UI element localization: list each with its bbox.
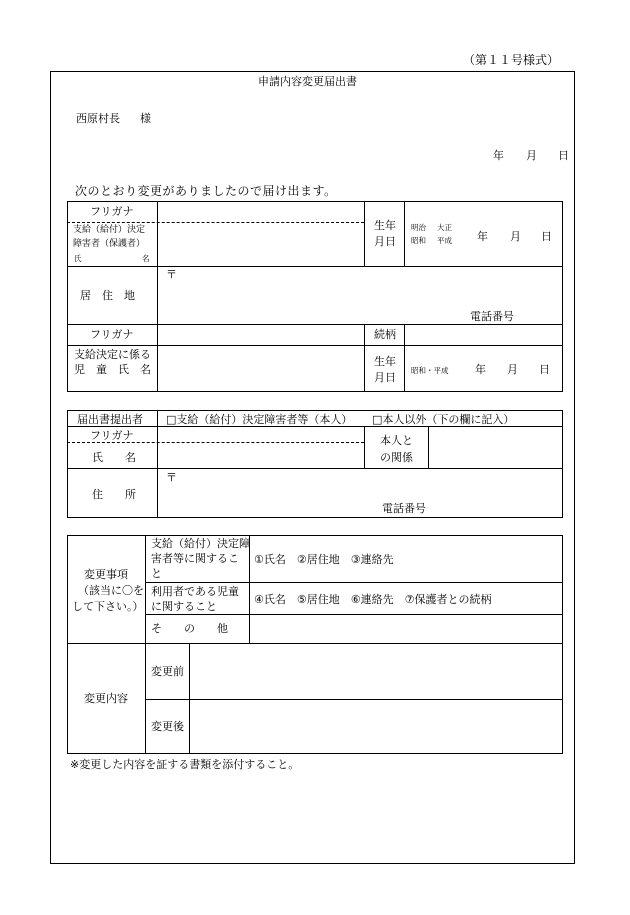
form-title: 申請内容変更届出書 [258, 75, 357, 88]
submitter-option-self[interactable]: □支給（給付）決定障害者等（本人） [166, 413, 353, 426]
address-field[interactable] [160, 282, 560, 308]
date-year-label: 年 [493, 149, 504, 162]
item3-field[interactable] [252, 617, 560, 641]
addressee-name: 西原村長 [76, 112, 120, 125]
item1-options[interactable]: ①氏名 ②居住地 ③連絡先 [254, 553, 394, 566]
birth-day-label: 日 [541, 230, 552, 243]
child-birth-month-label: 月 [507, 363, 518, 376]
child-birth-year-label: 年 [475, 363, 486, 376]
child-furigana-field[interactable] [160, 328, 363, 344]
submitter-phone-label: 電話番号 [382, 502, 426, 515]
item2-label-1: 利用者である児童 [151, 585, 239, 598]
relation-label: 続柄 [374, 328, 396, 341]
applicant-name-label-1: 支給（給付）決定 [73, 225, 146, 235]
after-label: 変更後 [151, 720, 184, 733]
birth-label-2: 月日 [374, 235, 396, 248]
submitter-postal-mark: 〒 [166, 471, 177, 484]
child-name-label-2: 児 童 氏 名 [74, 363, 151, 376]
child-furigana-label: フリガナ [90, 328, 134, 341]
item2-label-2: に関すること [151, 600, 217, 613]
item1-label-1: 支給（給付）決定障 [151, 537, 250, 550]
form-number: （第１１号様式） [463, 53, 560, 67]
submitter-address-label: 住 所 [92, 488, 136, 501]
submitter-label: 届出書提出者 [77, 413, 143, 426]
child-name-field[interactable] [160, 348, 363, 390]
before-field[interactable] [192, 646, 560, 697]
applicant-furigana-label: フリガナ [90, 205, 134, 218]
footnote: ※変更した内容を証する書類を添付すること。 [70, 758, 300, 771]
applicant-name-label-3a: 氏 [74, 254, 82, 263]
birth-label-1: 生年 [374, 219, 396, 232]
date-day-label: 日 [558, 149, 569, 162]
submitter-furigana-field[interactable] [160, 429, 363, 441]
postal-mark: 〒 [166, 268, 177, 281]
submitter-name-label: 氏 名 [92, 451, 136, 464]
applicant-name-field[interactable] [160, 226, 363, 264]
change-items-label-3: して下さい。） [72, 600, 144, 613]
child-birth-label-2: 月日 [374, 371, 396, 384]
intro-text: 次のとおり変更がありましたので届け出ます。 [75, 184, 337, 198]
change-items-label-1: 変更事項 [84, 568, 128, 581]
submitter-relation-label-2: の関係 [380, 451, 413, 464]
child-birth-label-1: 生年 [374, 355, 396, 368]
item1-label-3: と [151, 567, 162, 580]
relation-field[interactable] [407, 328, 560, 344]
applicant-name-label-2: 障害者（保護者） [73, 239, 146, 249]
era-meiji: 明治 [411, 223, 426, 232]
submitter-relation-label-1: 本人と [380, 434, 413, 447]
item3-label: そ の 他 [151, 622, 228, 635]
submitter-name-field[interactable] [160, 445, 363, 467]
address-label: 居 住 地 [80, 289, 135, 302]
child-era: 昭和・平成 [411, 366, 449, 375]
era-heisei: 平成 [437, 236, 452, 245]
era-showa: 昭和 [411, 236, 426, 245]
birth-month-label: 月 [510, 230, 521, 243]
submitter-relation-field[interactable] [431, 430, 561, 466]
applicant-furigana-field[interactable] [160, 205, 363, 221]
era-taisho: 大正 [437, 223, 452, 232]
item2-options[interactable]: ④氏名 ⑤居住地 ⑥連絡先 ⑦保護者との続柄 [254, 593, 492, 606]
submitter-option-other[interactable]: □本人以外（下の欄に記入） [372, 413, 515, 426]
date-month-label: 月 [526, 149, 537, 162]
item1-label-2: 害者等に関するこ [151, 552, 239, 565]
after-field[interactable] [192, 702, 560, 752]
addressee-honorific: 様 [140, 112, 151, 125]
phone-label: 電話番号 [470, 310, 514, 323]
birth-year-label: 年 [477, 230, 488, 243]
change-content-label: 変更内容 [84, 692, 128, 705]
before-label: 変更前 [151, 665, 184, 678]
applicant-name-label-3b: 名 [142, 254, 150, 263]
child-birth-day-label: 日 [539, 363, 550, 376]
submitter-furigana-label: フリガナ [90, 429, 134, 442]
child-name-label-1: 支給決定に係る [74, 348, 151, 361]
change-items-label-2: （該当に〇を [78, 584, 144, 597]
submitter-address-field[interactable] [160, 484, 560, 500]
